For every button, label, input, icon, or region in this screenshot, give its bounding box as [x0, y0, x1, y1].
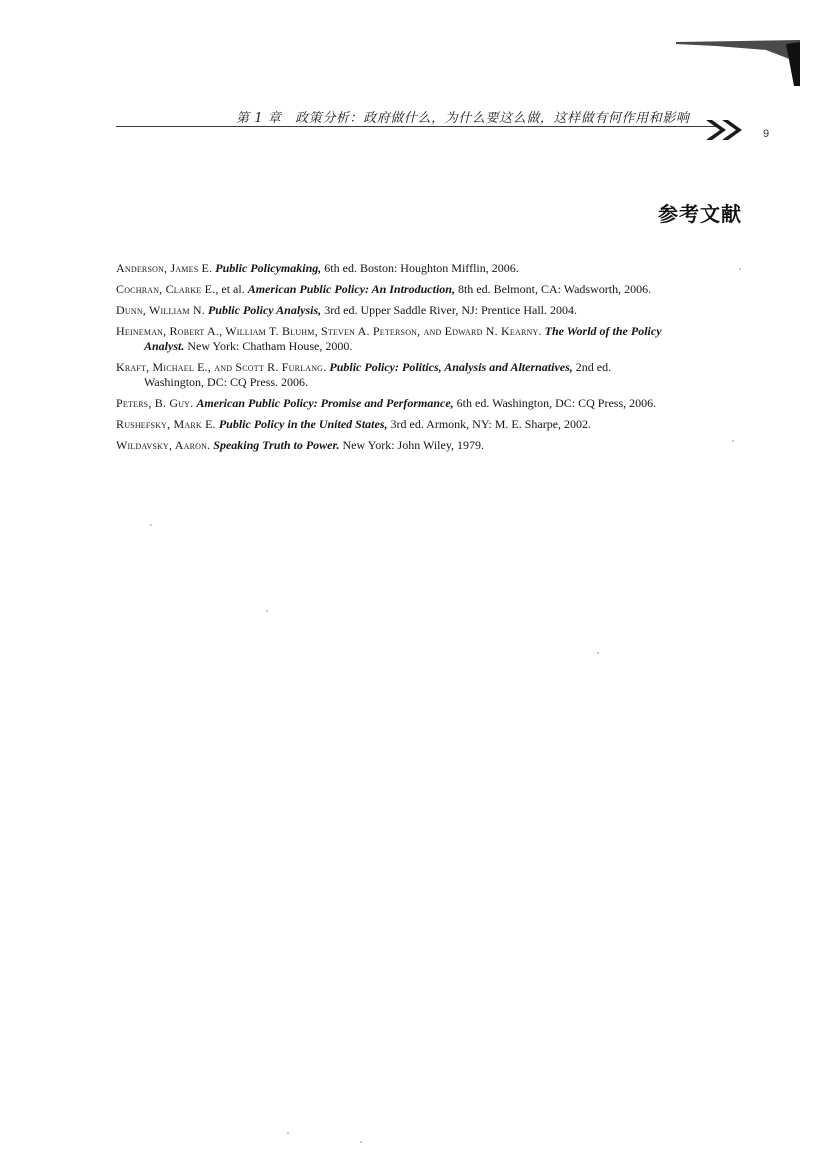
- reference-author: Wildavsky, Aaron.: [116, 438, 211, 452]
- reference-details: 3rd ed. Armonk, NY: M. E. Sharpe, 2002.: [390, 417, 592, 431]
- reference-title: The World of the Policy Analyst.: [144, 324, 662, 353]
- reference-title: Public Policymaking,: [215, 261, 322, 275]
- scan-speck: [266, 610, 268, 612]
- reference-details: New York: John Wiley, 1979.: [342, 438, 485, 452]
- reference-author: Heineman, Robert A., William T. Bluhm, Steven A. Peterson, and Edward N. Kearny.: [116, 324, 542, 338]
- reference-item: [116, 438, 672, 453]
- scan-speck: [739, 268, 741, 270]
- reference-details: 8th ed. Belmont, CA: Wadsworth, 2006.: [457, 282, 652, 296]
- section-title: 参考文献: [658, 202, 742, 226]
- double-chevron-icon: [704, 117, 750, 143]
- reference-connector: , et al.: [215, 282, 245, 296]
- reference-title: Public Policy Analysis,: [207, 303, 322, 317]
- reference-author: Peters, B. Guy.: [116, 396, 194, 410]
- reference-author: Anderson, James E.: [116, 261, 213, 275]
- reference-item: [116, 396, 672, 411]
- reference-details: 2nd ed. Washington, DC: CQ Press. 2006.: [144, 360, 612, 389]
- header-rule: [116, 126, 720, 127]
- reference-title: American Public Policy: Promise and Performance,: [196, 396, 454, 410]
- scan-speck: [597, 652, 599, 654]
- reference-author: Dunn, William N.: [116, 303, 205, 317]
- reference-item: [116, 417, 672, 432]
- scan-speck: [360, 1141, 362, 1143]
- reference-list: [116, 261, 672, 459]
- running-head: 第 1 章 政策分析：政府做什么，为什么要这么做，这样做有何作用和影响: [236, 111, 690, 126]
- reference-title: American Public Policy: An Introduction,: [247, 282, 455, 296]
- reference-author: Cochran, Clarke E.: [116, 282, 216, 296]
- reference-details: 6th ed. Washington, DC: CQ Press, 2006.: [456, 396, 657, 410]
- scan-speck: [732, 440, 734, 442]
- reference-details: 3rd ed. Upper Saddle River, NJ: Prentice Hall. 2004.: [324, 303, 577, 317]
- scan-speck: [287, 1132, 289, 1134]
- reference-author: Rushefsky, Mark E.: [116, 417, 216, 431]
- reference-item: [116, 303, 672, 318]
- reference-item: [116, 324, 672, 354]
- reference-title: Public Policy in the United States,: [218, 417, 388, 431]
- reference-author: Kraft, Michael E., and Scott R. Furlang.: [116, 360, 327, 374]
- reference-details: New York: Chatham House, 2000.: [187, 339, 353, 353]
- reference-item: [116, 261, 672, 276]
- reference-item: [116, 282, 672, 297]
- reference-details: 6th ed. Boston: Houghton Mifflin, 2006.: [324, 261, 519, 275]
- scan-speck: [150, 524, 152, 526]
- reference-title: Public Policy: Politics, Analysis and Alternatives,: [329, 360, 573, 374]
- scan-edge-artifact: [676, 40, 804, 88]
- reference-item: [116, 360, 672, 390]
- page-number: 9: [763, 128, 770, 140]
- reference-title: Speaking Truth to Power.: [213, 438, 340, 452]
